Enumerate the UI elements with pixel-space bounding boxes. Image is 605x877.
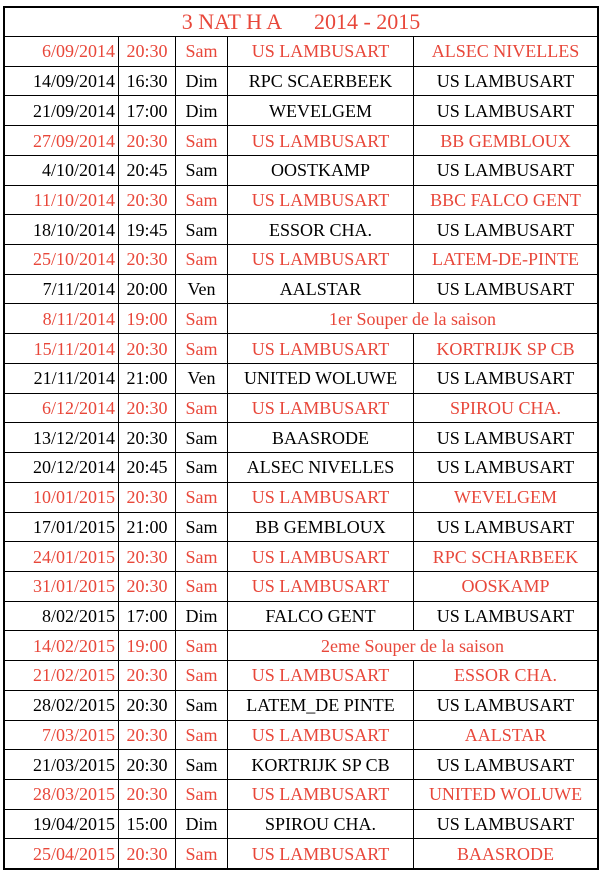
game-date: 21/09/2014 bbox=[5, 96, 119, 125]
game-date: 18/10/2014 bbox=[5, 215, 119, 244]
team-away: BB GEMBLOUX bbox=[440, 130, 571, 151]
team-away: US LAMBUSART bbox=[436, 754, 575, 775]
game-row bbox=[5, 780, 597, 810]
game-day: Sam bbox=[176, 37, 228, 66]
game-date: 27/09/2014 bbox=[5, 126, 119, 155]
team-home: US LAMBUSART bbox=[228, 839, 414, 868]
game-day: Sam bbox=[176, 691, 228, 720]
game-row bbox=[5, 691, 597, 721]
game-date: 11/10/2014 bbox=[5, 186, 119, 215]
game-time: 20:45 bbox=[119, 453, 176, 482]
game-time: 20:30 bbox=[119, 721, 176, 750]
game-date: 6/12/2014 bbox=[5, 394, 119, 423]
game-day: Sam bbox=[176, 453, 228, 482]
team-home: US LAMBUSART bbox=[228, 780, 414, 809]
event-row bbox=[5, 631, 597, 661]
team-away: US LAMBUSART bbox=[436, 100, 575, 121]
game-time: 20:30 bbox=[119, 661, 176, 690]
team-home: BB GEMBLOUX bbox=[228, 513, 414, 542]
game-time: 20:30 bbox=[119, 691, 176, 720]
team-away: US LAMBUSART bbox=[436, 368, 575, 389]
game-date: 24/01/2015 bbox=[5, 542, 119, 571]
team-away: US LAMBUSART bbox=[436, 814, 575, 835]
game-row bbox=[5, 96, 597, 126]
team-home: US LAMBUSART bbox=[228, 37, 414, 66]
game-row bbox=[5, 572, 597, 602]
team-home: WEVELGEM bbox=[228, 96, 414, 125]
game-row bbox=[5, 750, 597, 780]
game-day: Dim bbox=[176, 67, 228, 96]
game-day: Sam bbox=[176, 661, 228, 690]
game-date: 28/02/2015 bbox=[5, 691, 119, 720]
team-home: AALSTAR bbox=[228, 275, 414, 304]
team-away: KORTRIJK SP CB bbox=[436, 338, 575, 359]
game-time: 20:30 bbox=[119, 245, 176, 274]
game-time: 15:00 bbox=[119, 810, 176, 839]
team-home: US LAMBUSART bbox=[228, 483, 414, 512]
game-day: Dim bbox=[176, 96, 228, 125]
team-away: BBC FALCO GENT bbox=[430, 189, 581, 210]
team-away: US LAMBUSART bbox=[436, 606, 575, 627]
game-date: 17/01/2015 bbox=[5, 513, 119, 542]
team-away: AALSTAR bbox=[464, 724, 547, 745]
game-row bbox=[5, 364, 597, 394]
game-date: 7/11/2014 bbox=[5, 275, 119, 304]
game-time: 20:30 bbox=[119, 839, 176, 868]
schedule-rows bbox=[5, 37, 597, 868]
game-row bbox=[5, 483, 597, 513]
team-away: SPIROU CHA. bbox=[449, 397, 562, 418]
team-away: RPC SCHARBEEK bbox=[432, 546, 579, 567]
team-home: US LAMBUSART bbox=[228, 245, 414, 274]
game-date: 6/09/2014 bbox=[5, 37, 119, 66]
game-day: Sam bbox=[176, 304, 228, 333]
game-time: 20:30 bbox=[119, 572, 176, 601]
game-day: Sam bbox=[176, 156, 228, 185]
team-home: KORTRIJK SP CB bbox=[228, 750, 414, 779]
game-day: Sam bbox=[176, 334, 228, 363]
team-home: US LAMBUSART bbox=[228, 186, 414, 215]
team-away: US LAMBUSART bbox=[436, 457, 575, 478]
team-home: US LAMBUSART bbox=[228, 721, 414, 750]
game-time: 19:00 bbox=[119, 631, 176, 660]
team-away: US LAMBUSART bbox=[436, 279, 575, 300]
game-day: Sam bbox=[176, 126, 228, 155]
game-row bbox=[5, 661, 597, 691]
team-home: SPIROU CHA. bbox=[228, 810, 414, 839]
game-row bbox=[5, 423, 597, 453]
team-away: US LAMBUSART bbox=[436, 427, 575, 448]
game-date: 10/01/2015 bbox=[5, 483, 119, 512]
game-date: 19/04/2015 bbox=[5, 810, 119, 839]
team-away: ALSEC NIVELLES bbox=[431, 41, 580, 62]
team-home: US LAMBUSART bbox=[228, 661, 414, 690]
game-time: 21:00 bbox=[119, 513, 176, 542]
game-date: 20/12/2014 bbox=[5, 453, 119, 482]
game-day: Sam bbox=[176, 423, 228, 452]
team-home: US LAMBUSART bbox=[228, 394, 414, 423]
game-date: 21/03/2015 bbox=[5, 750, 119, 779]
game-date: 28/03/2015 bbox=[5, 780, 119, 809]
game-day: Dim bbox=[176, 810, 228, 839]
schedule-table bbox=[3, 6, 599, 870]
team-away: US LAMBUSART bbox=[436, 516, 575, 537]
game-day: Sam bbox=[176, 721, 228, 750]
game-row bbox=[5, 37, 597, 67]
team-home: UNITED WOLUWE bbox=[228, 364, 414, 393]
team-home: US LAMBUSART bbox=[228, 572, 414, 601]
game-row bbox=[5, 245, 597, 275]
game-day: Sam bbox=[176, 750, 228, 779]
game-day: Sam bbox=[176, 186, 228, 215]
game-date: 25/04/2015 bbox=[5, 839, 119, 868]
game-row bbox=[5, 513, 597, 543]
game-date: 4/10/2014 bbox=[5, 156, 119, 185]
game-time: 20:30 bbox=[119, 750, 176, 779]
game-time: 20:30 bbox=[119, 126, 176, 155]
game-time: 20:30 bbox=[119, 483, 176, 512]
game-date: 8/11/2014 bbox=[5, 304, 119, 333]
team-home: US LAMBUSART bbox=[228, 542, 414, 571]
game-row bbox=[5, 839, 597, 868]
game-time: 17:00 bbox=[119, 602, 176, 631]
game-day: Sam bbox=[176, 542, 228, 571]
game-date: 15/11/2014 bbox=[5, 334, 119, 363]
game-day: Sam bbox=[176, 215, 228, 244]
game-day: Sam bbox=[176, 483, 228, 512]
game-time: 19:45 bbox=[119, 215, 176, 244]
team-home: ALSEC NIVELLES bbox=[228, 453, 414, 482]
team-away: US LAMBUSART bbox=[436, 695, 575, 716]
game-row bbox=[5, 156, 597, 186]
game-date: 7/03/2015 bbox=[5, 721, 119, 750]
team-away: WEVELGEM bbox=[454, 487, 557, 508]
game-row bbox=[5, 453, 597, 483]
game-day: Dim bbox=[176, 602, 228, 631]
game-row bbox=[5, 602, 597, 632]
game-date: 14/09/2014 bbox=[5, 67, 119, 96]
game-time: 20:30 bbox=[119, 542, 176, 571]
game-time: 20:30 bbox=[119, 186, 176, 215]
game-day: Sam bbox=[176, 839, 228, 868]
game-row bbox=[5, 275, 597, 305]
team-home: LATEM_DE PINTE bbox=[228, 691, 414, 720]
game-row bbox=[5, 186, 597, 216]
game-day: Sam bbox=[176, 513, 228, 542]
game-time: 17:00 bbox=[119, 96, 176, 125]
team-away: ESSOR CHA. bbox=[453, 665, 558, 686]
game-day: Sam bbox=[176, 631, 228, 660]
event-row bbox=[5, 304, 597, 334]
game-time: 20:30 bbox=[119, 334, 176, 363]
game-time: 19:00 bbox=[119, 304, 176, 333]
team-home: OOSTKAMP bbox=[228, 156, 414, 185]
team-home: US LAMBUSART bbox=[228, 334, 414, 363]
game-time: 20:30 bbox=[119, 394, 176, 423]
game-day: Sam bbox=[176, 394, 228, 423]
game-row bbox=[5, 542, 597, 572]
team-home: FALCO GENT bbox=[228, 602, 414, 631]
game-day: Sam bbox=[176, 572, 228, 601]
game-date: 8/02/2015 bbox=[5, 602, 119, 631]
team-away: LATEM-DE-PINTE bbox=[432, 249, 579, 270]
game-row bbox=[5, 810, 597, 840]
game-day: Ven bbox=[176, 364, 228, 393]
game-date: 14/02/2015 bbox=[5, 631, 119, 660]
game-time: 20:30 bbox=[119, 780, 176, 809]
team-home: ESSOR CHA. bbox=[228, 215, 414, 244]
team-home: BAASRODE bbox=[228, 423, 414, 452]
game-date: 31/01/2015 bbox=[5, 572, 119, 601]
game-time: 21:00 bbox=[119, 364, 176, 393]
team-home: US LAMBUSART bbox=[228, 126, 414, 155]
game-day: Sam bbox=[176, 780, 228, 809]
game-time: 16:30 bbox=[119, 67, 176, 96]
game-row bbox=[5, 67, 597, 97]
game-time: 20:30 bbox=[119, 423, 176, 452]
team-away: US LAMBUSART bbox=[436, 71, 575, 92]
game-date: 13/12/2014 bbox=[5, 423, 119, 452]
game-day: Sam bbox=[176, 245, 228, 274]
game-row bbox=[5, 394, 597, 424]
schedule-title: 3 NAT H A 2014 - 2015 bbox=[5, 8, 597, 37]
team-away: OOSKAMP bbox=[461, 576, 550, 597]
game-day: Ven bbox=[176, 275, 228, 304]
event-label: 2eme Souper de la saison bbox=[321, 635, 504, 656]
game-date: 21/11/2014 bbox=[5, 364, 119, 393]
game-time: 20:00 bbox=[119, 275, 176, 304]
team-away: US LAMBUSART bbox=[436, 160, 575, 181]
game-row bbox=[5, 721, 597, 751]
game-row bbox=[5, 334, 597, 364]
game-date: 21/02/2015 bbox=[5, 661, 119, 690]
game-row bbox=[5, 126, 597, 156]
game-date: 25/10/2014 bbox=[5, 245, 119, 274]
game-row bbox=[5, 215, 597, 245]
team-away: UNITED WOLUWE bbox=[428, 784, 583, 805]
team-away: BAASRODE bbox=[456, 843, 554, 864]
event-label: 1er Souper de la saison bbox=[329, 308, 496, 329]
team-home: RPC SCAERBEEK bbox=[228, 67, 414, 96]
team-away: US LAMBUSART bbox=[436, 219, 575, 240]
game-time: 20:30 bbox=[119, 37, 176, 66]
game-time: 20:45 bbox=[119, 156, 176, 185]
